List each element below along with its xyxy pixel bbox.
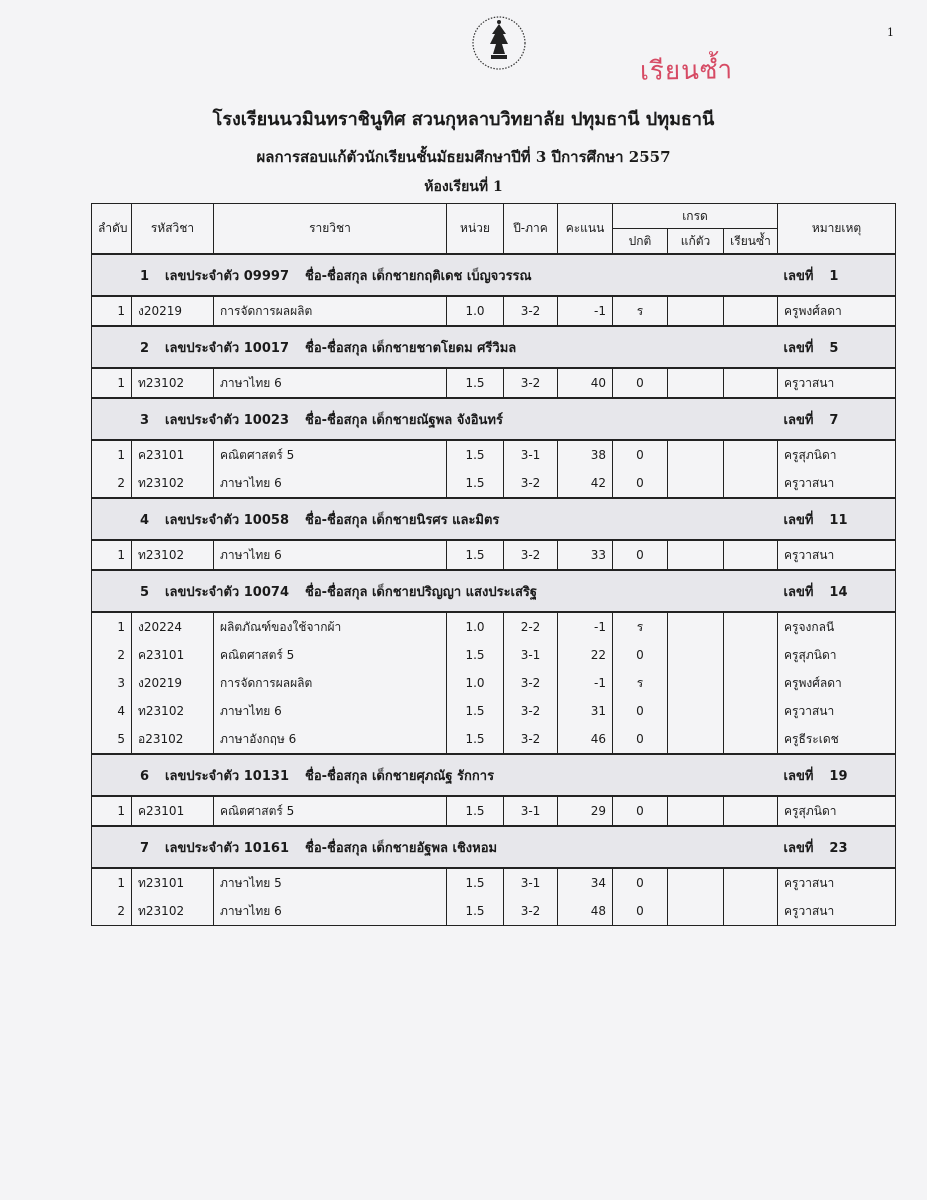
student-info xyxy=(92,498,778,540)
grade-retest xyxy=(668,612,724,641)
course-credit: 1.5 xyxy=(447,796,504,826)
course-term: 3-2 xyxy=(504,669,558,697)
student-seq: 3 xyxy=(140,412,150,428)
course-row xyxy=(92,725,896,754)
table-header xyxy=(92,204,896,255)
school-title: โรงเรียนนวมินทราชินูทิศ สวนกุหลาบวิทยาลัย ปทุมธานี ปทุมธานี xyxy=(212,109,715,130)
order-header: ลำดับ xyxy=(92,204,132,255)
course-term: 3-1 xyxy=(504,440,558,469)
grade-repeat-header: เรียนซ้ำ xyxy=(724,229,778,255)
student-id: 10023 xyxy=(243,412,289,428)
course-code: ง20219 xyxy=(132,296,214,326)
student-number-cell xyxy=(778,254,896,296)
grade-normal: 0 xyxy=(613,868,668,897)
student-name: เด็กชายศุภณัฐ รักการ xyxy=(371,768,495,784)
repeat-class-stamp: เรียนซ้ำ xyxy=(639,55,734,87)
course-credit: 1.5 xyxy=(447,440,504,469)
course-score: 38 xyxy=(558,440,613,469)
course-term: 3-1 xyxy=(504,868,558,897)
course-note: ครูพงศ์ลดา xyxy=(778,669,896,697)
course-score: 42 xyxy=(558,469,613,498)
student-number-label: เลขที่ xyxy=(783,268,814,284)
student-id: 10131 xyxy=(243,768,289,784)
student-seq: 2 xyxy=(140,340,150,356)
course-subject: ภาษาไทย 6 xyxy=(214,540,447,570)
grade-repeat xyxy=(724,669,778,697)
course-score: -1 xyxy=(558,296,613,326)
grade-retest xyxy=(668,725,724,754)
grade-normal: ร xyxy=(613,612,668,641)
course-code: ค23101 xyxy=(132,796,214,826)
course-row xyxy=(92,641,896,669)
grade-normal: 0 xyxy=(613,897,668,926)
grade-normal: 0 xyxy=(613,641,668,669)
student-row xyxy=(92,326,896,368)
grade-retest xyxy=(668,868,724,897)
student-id: 10058 xyxy=(243,512,289,528)
course-row xyxy=(92,697,896,725)
grade-repeat xyxy=(724,368,778,398)
student-row xyxy=(92,754,896,796)
course-order: 5 xyxy=(92,725,132,754)
course-term: 3-2 xyxy=(504,540,558,570)
course-note: ครูธีระเดช xyxy=(778,725,896,754)
grade-retest xyxy=(668,296,724,326)
student-seq: 5 xyxy=(140,584,150,600)
course-subject: คณิตศาสตร์ 5 xyxy=(214,440,447,469)
student-name: เด็กชายกฤติเดช เบ็ญจวรรณ xyxy=(371,268,532,284)
course-subject: ภาษาไทย 6 xyxy=(214,897,447,926)
student-row xyxy=(92,498,896,540)
student-number: 11 xyxy=(829,512,848,528)
student-name-label: ชื่อ-ชื่อสกุล xyxy=(305,584,368,600)
course-order: 1 xyxy=(92,868,132,897)
subject-header: รายวิชา xyxy=(214,204,447,255)
course-score: 22 xyxy=(558,641,613,669)
room-title: ห้องเรียนที่ 1 xyxy=(424,179,503,195)
course-note: ครูจงกลนี xyxy=(778,612,896,641)
course-subject: ภาษาไทย 5 xyxy=(214,868,447,897)
course-score: 29 xyxy=(558,796,613,826)
student-info xyxy=(92,398,778,440)
course-note: ครูวาสนา xyxy=(778,540,896,570)
student-number: 23 xyxy=(829,840,848,856)
course-code: อ23102 xyxy=(132,725,214,754)
student-row xyxy=(92,570,896,612)
score-header: คะแนน xyxy=(558,204,613,255)
grade-repeat xyxy=(724,868,778,897)
course-note: ครูวาสนา xyxy=(778,368,896,398)
student-number: 7 xyxy=(829,412,839,428)
grade-normal: 0 xyxy=(613,697,668,725)
course-code: ท23102 xyxy=(132,897,214,926)
grade-header: เกรด xyxy=(613,204,778,229)
grade-retest xyxy=(668,368,724,398)
student-seq: 7 xyxy=(140,840,150,856)
grade-normal: 0 xyxy=(613,540,668,570)
student-name-label: ชื่อ-ชื่อสกุล xyxy=(305,340,368,356)
grade-retest xyxy=(668,669,724,697)
course-score: 33 xyxy=(558,540,613,570)
grade-retest xyxy=(668,796,724,826)
course-order: 2 xyxy=(92,641,132,669)
student-seq: 6 xyxy=(140,768,150,784)
note-header: หมายเหตุ xyxy=(778,204,896,255)
grade-repeat xyxy=(724,612,778,641)
course-note: ครูวาสนา xyxy=(778,697,896,725)
course-row xyxy=(92,296,896,326)
student-id-label: เลขประจำตัว xyxy=(165,768,240,784)
student-number: 14 xyxy=(829,584,848,600)
student-id-label: เลขประจำตัว xyxy=(165,340,240,356)
course-subject: ภาษาไทย 6 xyxy=(214,368,447,398)
course-credit: 1.5 xyxy=(447,469,504,498)
student-row xyxy=(92,398,896,440)
course-credit: 1.5 xyxy=(447,368,504,398)
page-number: 1 xyxy=(887,26,894,39)
code-header: รหัสวิชา xyxy=(132,204,214,255)
student-number: 19 xyxy=(829,768,848,784)
student-number-label: เลขที่ xyxy=(783,340,814,356)
table-body xyxy=(92,254,896,926)
course-note: ครูพงศ์ลดา xyxy=(778,296,896,326)
course-score: -1 xyxy=(558,612,613,641)
student-number-label: เลขที่ xyxy=(783,584,814,600)
grade-retest xyxy=(668,540,724,570)
student-id-label: เลขประจำตัว xyxy=(165,412,240,428)
grade-retest xyxy=(668,440,724,469)
course-credit: 1.0 xyxy=(447,669,504,697)
student-info xyxy=(92,570,778,612)
course-row xyxy=(92,540,896,570)
course-code: ง20219 xyxy=(132,669,214,697)
student-info xyxy=(92,826,778,868)
course-term: 3-1 xyxy=(504,796,558,826)
course-note: ครูสุภนิดา xyxy=(778,796,896,826)
course-row xyxy=(92,368,896,398)
course-order: 1 xyxy=(92,368,132,398)
grade-repeat xyxy=(724,540,778,570)
course-subject: คณิตศาสตร์ 5 xyxy=(214,641,447,669)
course-credit: 1.0 xyxy=(447,612,504,641)
grade-repeat xyxy=(724,697,778,725)
course-term: 3-1 xyxy=(504,641,558,669)
grade-retest xyxy=(668,697,724,725)
grade-retest xyxy=(668,897,724,926)
course-subject: ภาษาอังกฤษ 6 xyxy=(214,725,447,754)
grade-retest xyxy=(668,641,724,669)
student-id-label: เลขประจำตัว xyxy=(165,512,240,528)
course-term: 2-2 xyxy=(504,612,558,641)
grade-normal-header: ปกติ xyxy=(613,229,668,255)
grade-repeat xyxy=(724,440,778,469)
grade-normal: 0 xyxy=(613,440,668,469)
student-id-label: เลขประจำตัว xyxy=(165,584,240,600)
student-name: เด็กชายณัฐพล จังอินทร์ xyxy=(371,412,503,428)
course-order: 2 xyxy=(92,469,132,498)
student-number-label: เลขที่ xyxy=(783,512,814,528)
course-credit: 1.5 xyxy=(447,897,504,926)
course-code: ท23101 xyxy=(132,868,214,897)
student-seq: 4 xyxy=(140,512,150,528)
course-order: 1 xyxy=(92,440,132,469)
course-score: 34 xyxy=(558,868,613,897)
grade-normal: ร xyxy=(613,669,668,697)
student-info xyxy=(92,254,778,296)
student-name-label: ชื่อ-ชื่อสกุล xyxy=(305,840,368,856)
student-seq: 1 xyxy=(140,268,150,284)
course-code: ท23102 xyxy=(132,368,214,398)
student-number-cell xyxy=(778,326,896,368)
course-order: 1 xyxy=(92,540,132,570)
student-id: 09997 xyxy=(243,268,289,284)
grade-normal: 0 xyxy=(613,725,668,754)
student-number-label: เลขที่ xyxy=(783,840,814,856)
course-credit: 1.5 xyxy=(447,868,504,897)
course-row xyxy=(92,796,896,826)
course-subject: การจัดการผลผลิต xyxy=(214,669,447,697)
course-term: 3-2 xyxy=(504,697,558,725)
student-number-label: เลขที่ xyxy=(783,412,814,428)
grade-repeat xyxy=(724,725,778,754)
grade-normal: ร xyxy=(613,296,668,326)
student-number-cell xyxy=(778,398,896,440)
student-info xyxy=(92,754,778,796)
course-note: ครูวาสนา xyxy=(778,469,896,498)
course-subject: คณิตศาสตร์ 5 xyxy=(214,796,447,826)
course-subject: ภาษาไทย 6 xyxy=(214,697,447,725)
student-name: เด็กชายอัฐพล เชิงหอม xyxy=(371,840,498,856)
course-credit: 1.0 xyxy=(447,296,504,326)
student-number: 1 xyxy=(829,268,839,284)
grade-repeat xyxy=(724,796,778,826)
student-id-label: เลขประจำตัว xyxy=(165,840,240,856)
course-subject: การจัดการผลผลิต xyxy=(214,296,447,326)
course-order: 1 xyxy=(92,612,132,641)
course-order: 3 xyxy=(92,669,132,697)
course-credit: 1.5 xyxy=(447,641,504,669)
course-order: 4 xyxy=(92,697,132,725)
course-row xyxy=(92,612,896,641)
student-name: เด็กชายนิรศร และมิตร xyxy=(371,512,500,528)
course-score: 46 xyxy=(558,725,613,754)
student-number: 5 xyxy=(829,340,839,356)
student-number-cell xyxy=(778,754,896,796)
grade-repeat xyxy=(724,469,778,498)
course-row xyxy=(92,469,896,498)
grade-repeat xyxy=(724,897,778,926)
grade-retest xyxy=(668,469,724,498)
course-code: ค23101 xyxy=(132,641,214,669)
student-row xyxy=(92,826,896,868)
student-number-cell xyxy=(778,826,896,868)
grade-normal: 0 xyxy=(613,368,668,398)
course-credit: 1.5 xyxy=(447,540,504,570)
course-term: 3-2 xyxy=(504,469,558,498)
grade-normal: 0 xyxy=(613,469,668,498)
student-row xyxy=(92,254,896,296)
school-emblem-icon xyxy=(470,14,528,72)
student-name-label: ชื่อ-ชื่อสกุล xyxy=(305,268,368,284)
grade-retest-header: แก้ตัว xyxy=(668,229,724,255)
grade-repeat xyxy=(724,296,778,326)
grade-repeat xyxy=(724,641,778,669)
course-score: -1 xyxy=(558,669,613,697)
student-name: เด็กชายชาตโยดม ศรีวิมล xyxy=(371,340,517,356)
student-number-cell xyxy=(778,498,896,540)
course-note: ครูวาสนา xyxy=(778,868,896,897)
course-row xyxy=(92,440,896,469)
student-id: 10017 xyxy=(243,340,289,356)
course-code: ค23101 xyxy=(132,440,214,469)
course-score: 31 xyxy=(558,697,613,725)
course-credit: 1.5 xyxy=(447,697,504,725)
course-order: 1 xyxy=(92,296,132,326)
student-name-label: ชื่อ-ชื่อสกุล xyxy=(305,412,368,428)
report-title: ผลการสอบแก้ตัวนักเรียนชั้นมัธยมศึกษาปีที่ 3 ปีการศึกษา 2557 xyxy=(256,148,671,166)
student-id: 10161 xyxy=(243,840,289,856)
course-order: 1 xyxy=(92,796,132,826)
course-order: 2 xyxy=(92,897,132,926)
student-id: 10074 xyxy=(243,584,289,600)
course-score: 40 xyxy=(558,368,613,398)
course-row xyxy=(92,669,896,697)
course-note: ครูวาสนา xyxy=(778,897,896,926)
course-code: ง20224 xyxy=(132,612,214,641)
course-note: ครูสุภนิดา xyxy=(778,440,896,469)
course-code: ท23102 xyxy=(132,540,214,570)
student-name-label: ชื่อ-ชื่อสกุล xyxy=(305,768,368,784)
grades-table xyxy=(91,203,896,926)
course-term: 3-2 xyxy=(504,368,558,398)
student-number-cell xyxy=(778,570,896,612)
course-score: 48 xyxy=(558,897,613,926)
course-subject: ผลิตภัณฑ์ของใช้จากผ้า xyxy=(214,612,447,641)
grade-normal: 0 xyxy=(613,796,668,826)
course-row xyxy=(92,868,896,897)
course-subject: ภาษาไทย 6 xyxy=(214,469,447,498)
student-number-label: เลขที่ xyxy=(783,768,814,784)
course-note: ครูสุภนิดา xyxy=(778,641,896,669)
student-id-label: เลขประจำตัว xyxy=(165,268,240,284)
credit-header: หน่วย xyxy=(447,204,504,255)
course-term: 3-2 xyxy=(504,725,558,754)
student-name-label: ชื่อ-ชื่อสกุล xyxy=(305,512,368,528)
student-name: เด็กชายปริญญา แสงประเสริฐ xyxy=(371,584,538,600)
term-header: ปี-ภาค xyxy=(504,204,558,255)
course-code: ท23102 xyxy=(132,469,214,498)
course-row xyxy=(92,897,896,926)
course-term: 3-2 xyxy=(504,296,558,326)
course-credit: 1.5 xyxy=(447,725,504,754)
student-info xyxy=(92,326,778,368)
course-code: ท23102 xyxy=(132,697,214,725)
course-term: 3-2 xyxy=(504,897,558,926)
